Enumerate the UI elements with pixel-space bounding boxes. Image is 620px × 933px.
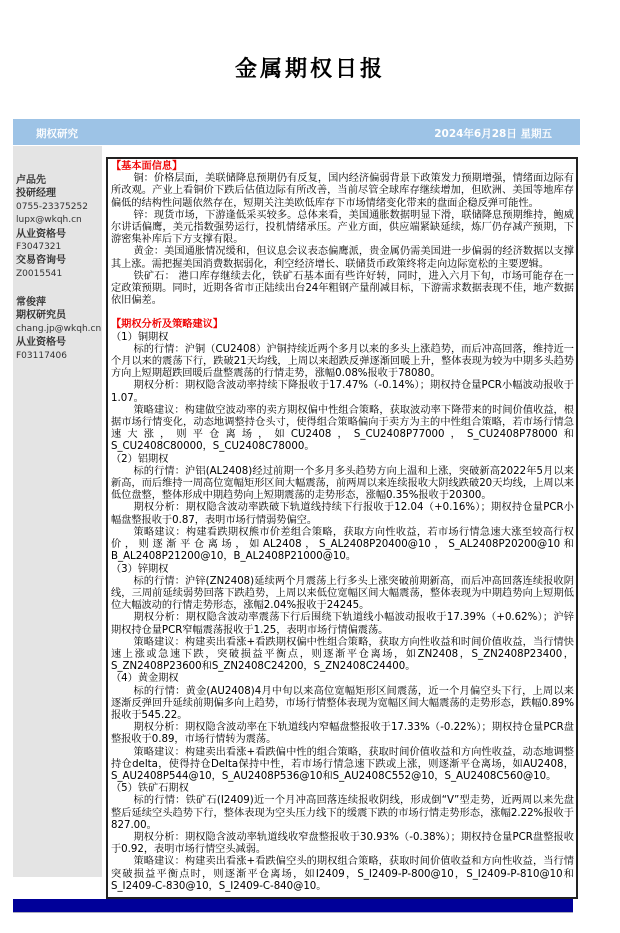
analyst-name: 常俊萍 bbox=[16, 297, 46, 308]
option-section-title: （4）黄金期权 bbox=[111, 673, 179, 685]
option-strategy: 策略建议：构建看跌期权熊市价差组合策略，获取方向性收益，若市场行情急速大涨至较高行权价，则逐渐平仓离场，如AL2408，S_AL2408P20400@10，S_AL2408P20200@10和B_AL2408P21200@10，B_AL2408P21000@10。 bbox=[111, 526, 574, 563]
fundamental-iron-ore: 铁矿石： 港口库存继续去化，铁矿石基本面有些许好转，同时，进入六月下旬，市场可能存在一定政策预期。同时，近期各省市正陆续出台24年粗钢产量削减目标，下游需求数据表现不佳，地产数据依旧偏差。 bbox=[111, 270, 574, 307]
consult-number: Z0015541 bbox=[16, 268, 63, 279]
option-section-title: （1）铜期权 bbox=[111, 331, 169, 343]
option-section-title: （2）铝期权 bbox=[111, 453, 169, 465]
option-market: 标的行情：沪锌(ZN2408)延续两个月震荡上行多头上涨突破前期新高，而后冲高回落连续报收阴线，三周前延续弱势回落下跌趋势，上周以来低位宽幅区间大幅震荡，整体表现为中期趋势向上短期低位大幅波动的行情走势形态，涨幅2.04%报收于24245。 bbox=[111, 575, 574, 612]
option-market: 标的行情：铁矿石(I2409)近一个月冲高回落连续报收阴线，形成倒“V”型走势，近两周以来先盘整后延续空头趋势下行，整体表现为空头压力线下的缓震下跌的市场行情走势形态，涨幅2.22%报收于827.00。 bbox=[111, 795, 574, 831]
cert-number: F03117406 bbox=[16, 350, 67, 361]
analyst-role: 投研经理 bbox=[16, 188, 56, 200]
option-strategy: 策略建议：构建做空波动率的卖方期权偏中性组合策略，获取波动率下降带来的时间价值收益，根据市场行情变化，动态地调整持仓头寸，使得组合策略偏向于卖方为主的中性组合策略，若市场行情急速大涨，则平仓离场，如CU2408，S_CU2408P77000，S_CU2408P78000和S_CU2408C80000，S_CU2408C78000。 bbox=[111, 404, 574, 453]
analyst-name: 卢品先 bbox=[16, 175, 46, 186]
fundamental-copper: 铜：价格层面，美联储降息预期仍有反复，国内经济偏弱背景下政策发力预期增强，情绪面边际有所改观。产业上看铜价下跌后估值边际有所改善，当前尽管全球库存继续增加，但欧洲、美国等地库存偏低的结构性问题依然存在，短期关注美欧低库存下市场情绪变化带来的盘面企稳反弹可能性。 bbox=[111, 173, 574, 209]
option-analysis: 期权分析：期权隐含波动率持续下降报收于17.47%（-0.14%）；期权持仓量PCR小幅波动报收于1.07。 bbox=[111, 380, 574, 404]
header-bar bbox=[13, 119, 580, 145]
fundamental-zinc: 锌：现货市场，下游逢低采买较多。总体来看，美国通胀数据明显下滑，联储降息预期维持，鲍威尔讲话偏鹰，美元指数强势运行，投机情绪承压。产业方面，供应端紧缺延续，炼厂仍存减产预期，下游密集补库后下方支撑有限。 bbox=[111, 209, 574, 246]
report-flow bbox=[13, 157, 573, 913]
options-list bbox=[111, 332, 574, 893]
report-body bbox=[106, 157, 578, 899]
report-date: 2024年6月28日 星期五 bbox=[434, 128, 552, 140]
option-strategy: 策略建议：构建卖出看涨+看跌偏中性的组合策略，获取时间价值收益和方向性收益，动态地调整持仓delta，使得持仓Delta保持中性，若市场行情急速下跌或上涨，则逐渐平仓离场，如AU2408，S_AU2408P544@10，S_AU2408P536@10和S_AU2408C552@10，S_AU2408C560@10。 bbox=[111, 746, 574, 782]
cert-label: 从业资格号 bbox=[16, 228, 66, 240]
option-analysis: 期权分析：期权隐含波动率震荡下行后围绕下轨道线小幅波动报收于17.39%（+0.62%）；沪锌期权持仓量PCR窄幅震荡报收于1.25，表明市场行情偏震荡。 bbox=[111, 612, 574, 636]
option-analysis: 期权分析：期权隐含波动率轨道线收窄盘整报收于30.93%（-0.38%）；期权持仓量PCR盘整报收于0.92，表明市场行情空头减弱。 bbox=[111, 831, 574, 856]
analyst-role: 期权研究员 bbox=[16, 310, 66, 322]
option-section-title: （5）铁矿石期权 bbox=[111, 783, 189, 795]
option-section-title: （3）锌期权 bbox=[111, 563, 169, 575]
report-title: 金属期权日报 bbox=[234, 56, 385, 82]
option-analysis: 期权分析：期权隐含波动率跌破下轨道线持续下行报收于12.04（+0.16%）；期权持仓量PCR小幅盘整报收于0.87，表明市场行情弱势偏空。 bbox=[111, 502, 574, 526]
option-market: 标的行情：沪铝(AL2408)经过前期一个多月多头趋势方向上温和上涨，突破新高2022年5月以来新高，而后维持一周高位宽幅矩形区间大幅震荡，前两周以来连续报收大阴线跌破20天均线，上周以来低位盘整，整体形成中期趋势向上短期震荡的走势形态，涨幅0.35%报收于20300。 bbox=[111, 465, 574, 502]
option-market: 标的行情：黄金(AU2408)4月中旬以来高位宽幅矩形区间震荡，近一个月偏空头下行，上周以来逐渐反弹回升延续前期偏多向上趋势，市场行情整体表现为宽幅区间大幅震荡的走势形态，跌幅0.89%报收于545.22。 bbox=[111, 685, 574, 721]
consult-label: 交易咨询号 bbox=[16, 255, 66, 267]
option-analysis: 期权分析：期权隐含波动率在下轨道线内窄幅盘整报收于17.33%（-0.22%）；期权持仓量PCR盘整报收于0.89，市场行情转为震荡。 bbox=[111, 722, 574, 746]
option-strategy: 策略建议：构建卖出看涨+看跌偏空头的期权组合策略，获取时间价值收益和方向性收益，当行情突破损益平衡点时，则逐渐平仓离场，如I2409，S_I2409-P-800@10，S_I2409-P-810@10和S_I2409-C-830@10，S_I2409-C-840@10。 bbox=[111, 856, 574, 892]
option-market: 标的行情：沪铜（CU2408）沪铜持续近两个多月以来的多头上涨趋势，而后冲高回落，维持近一个月以来的震荡下行，跌破21天均线，上周以来超跌反弹逐渐回暖上升，整体表现为较为中期多头趋势方向上短期超跌回暖后盘整震荡的行情走势，涨幅0.08%报收于78080。 bbox=[111, 343, 574, 380]
cert-label: 从业资格号 bbox=[16, 337, 66, 349]
analyst-email[interactable]: chang.jp@wkqh.cn bbox=[16, 323, 102, 334]
option-strategy: 策略建议：构建卖出看涨+看跌期权偏中性组合策略，获取方向性收益和时间价值收益，当行情快速上涨或急速下跌，突破损益平衡点，则逐渐平仓离场，如ZN2408，S_ZN2408P23400，S_ZN2408P23600和S_ZN2408C24200，S_ZN2408C24400。 bbox=[111, 636, 574, 673]
footer-bar bbox=[13, 899, 573, 913]
cert-number: F3047321 bbox=[16, 242, 62, 253]
fundamentals-heading: 【基本面信息】 bbox=[111, 161, 183, 172]
analyst-email[interactable]: lupx@wkqh.cn bbox=[16, 215, 82, 226]
section-label: 期权研究 bbox=[36, 128, 78, 140]
options-heading: 【期权分析及策略建议】 bbox=[111, 319, 224, 331]
fundamental-gold: 黄金：美国通胀情况缓和，但议息会议表态偏鹰派，贵金属仍需美国进一步偏弱的经济数据以支撑其上涨。需把握美国消费数据弱化，利空经济增长、联储货币政策终将走向边际宽松的主要逻辑。 bbox=[111, 246, 574, 270]
analyst-phone: 0755-23375252 bbox=[16, 201, 88, 212]
